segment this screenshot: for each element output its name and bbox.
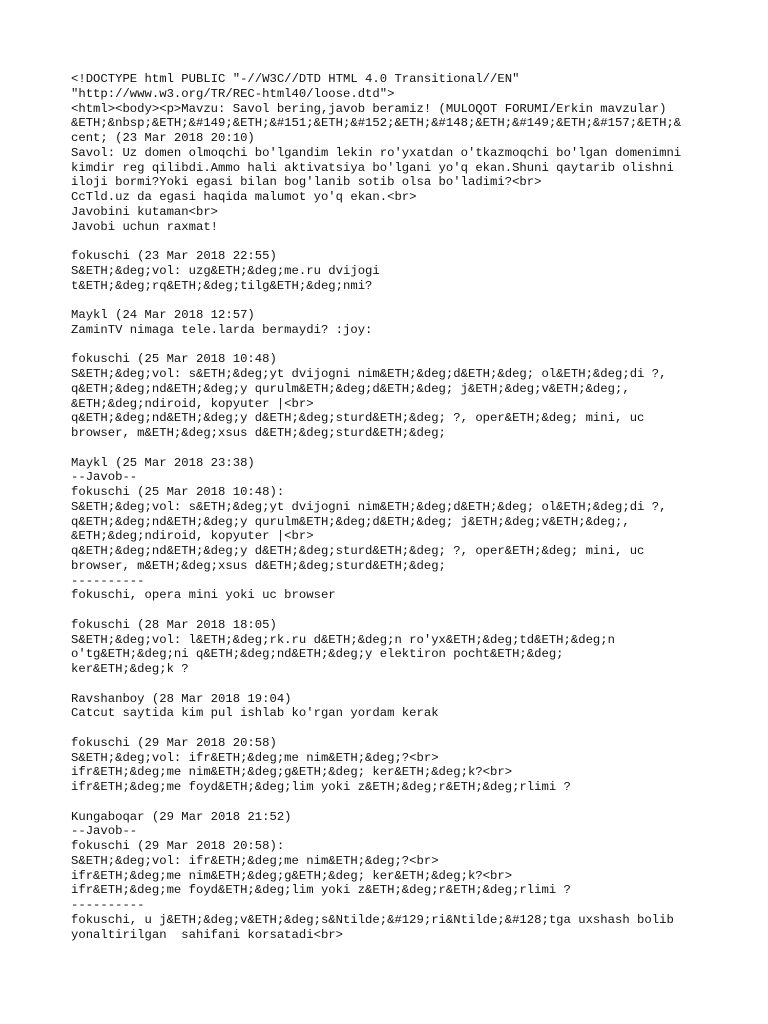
text-line: ZaminTV nimaga tele.larda bermaydi? :joy:	[71, 322, 373, 337]
text-line: ifr&ETH;&deg;me foyd&ETH;&deg;lim yoki z&ETH;&deg;r&ETH;&deg;rlimi ?	[71, 883, 571, 898]
text-line: <html><body><p>Mavzu: Savol bering,javob beramiz! (MULOQOT FORUMI/Erkin mavzular)	[71, 101, 667, 116]
text-line: Javobi uchun raxmat!	[71, 219, 219, 234]
text-line: t&ETH;&deg;rq&ETH;&deg;tilg&ETH;&deg;nmi?	[71, 278, 373, 293]
text-line	[71, 441, 751, 456]
text-line: kimdir reg qilibdi.Ammo hali aktivatsiya bo'lgani yo'q ekan.Shuni qaytarib olishni	[71, 160, 674, 175]
text-line: Savol: Uz domen olmoqchi bo'lgandim lekin ro'yxatdan o'tkazmoqchi bo'lgan domenimni	[71, 145, 682, 160]
document-text	[71, 72, 751, 942]
text-line: ker&ETH;&deg;k ?	[71, 662, 189, 676]
text-line: fokuschi, u j&ETH;&deg;v&ETH;&deg;s&Ntilde;&#129;ri&Ntilde;&#128;tga uxshash bolib	[71, 912, 674, 927]
text-line: S&ETH;&deg;vol: s&ETH;&deg;yt dvijogni nim&ETH;&deg;d&ETH;&deg; ol&ETH;&deg;di ?,	[71, 367, 667, 381]
text-line: fokuschi (28 Mar 2018 18:05)	[71, 617, 277, 632]
text-line: CcTld.uz da egasi haqida malumot yo'q ekan.<br>	[71, 190, 417, 204]
document-page	[71, 72, 751, 942]
text-line: iloji bormi?Yoki egasi bilan bog'lanib sotib olsa bo'ladimi?<br>	[71, 175, 542, 190]
text-line: q&ETH;&deg;nd&ETH;&deg;y d&ETH;&deg;sturd&ETH;&deg; ?, oper&ETH;&deg; mini, uc	[71, 544, 645, 558]
text-line: ifr&ETH;&deg;me nim&ETH;&deg;g&ETH;&deg; ker&ETH;&deg;k?<br>	[71, 868, 513, 883]
text-line: cent; (23 Mar 2018 20:10)	[71, 131, 255, 145]
text-line	[71, 293, 751, 308]
text-line: ----------	[71, 898, 145, 912]
text-line: fokuschi, opera mini yoki uc browser	[71, 588, 336, 603]
text-line	[71, 603, 751, 618]
text-line: S&ETH;&deg;vol: ifr&ETH;&deg;me nim&ETH;&deg;?<br>	[71, 853, 439, 868]
text-line: S&ETH;&deg;vol: s&ETH;&deg;yt dvijogni nim&ETH;&deg;d&ETH;&deg; ol&ETH;&deg;di ?,	[71, 499, 667, 514]
text-line	[71, 721, 751, 736]
text-line: fokuschi (25 Mar 2018 10:48):	[71, 485, 285, 499]
text-line: Maykl (24 Mar 2018 12:57)	[71, 308, 255, 322]
text-line: browser, m&ETH;&deg;xsus d&ETH;&deg;sturd&ETH;&deg;	[71, 558, 446, 573]
text-line	[71, 677, 751, 692]
text-line: fokuschi (29 Mar 2018 20:58)	[71, 735, 277, 750]
text-line: <!DOCTYPE html PUBLIC "-//W3C//DTD HTML 4.0 Transitional//EN"	[71, 72, 520, 86]
text-line: S&ETH;&deg;vol: uzg&ETH;&deg;me.ru dvijogi	[71, 263, 380, 278]
text-line: ifr&ETH;&deg;me foyd&ETH;&deg;lim yoki z&ETH;&deg;r&ETH;&deg;rlimi ?	[71, 780, 571, 794]
text-line: fokuschi (29 Mar 2018 20:58):	[71, 839, 285, 853]
text-line: q&ETH;&deg;nd&ETH;&deg;y d&ETH;&deg;sturd&ETH;&deg; ?, oper&ETH;&deg; mini, uc	[71, 411, 645, 426]
text-line: Catcut saytida kim pul ishlab ko'rgan yordam kerak	[71, 706, 439, 721]
text-line: Maykl (25 Mar 2018 23:38)	[71, 455, 255, 470]
text-line: q&ETH;&deg;nd&ETH;&deg;y qurulm&ETH;&deg;d&ETH;&deg; j&ETH;&deg;v&ETH;&deg;,	[71, 381, 630, 396]
text-line: Javobini kutaman<br>	[71, 204, 219, 219]
text-line: &ETH;&nbsp;&ETH;&#149;&ETH;&#151;&ETH;&#152;&ETH;&#148;&ETH;&#149;&ETH;&#157;&ETH;&	[71, 116, 682, 131]
text-line: ifr&ETH;&deg;me nim&ETH;&deg;g&ETH;&deg; ker&ETH;&deg;k?<br>	[71, 765, 513, 780]
text-line: q&ETH;&deg;nd&ETH;&deg;y qurulm&ETH;&deg;d&ETH;&deg; j&ETH;&deg;v&ETH;&deg;,	[71, 514, 630, 529]
text-line: Kungaboqar (29 Mar 2018 21:52)	[71, 809, 292, 824]
text-line: Ravshanboy (28 Mar 2018 19:04)	[71, 691, 292, 706]
text-line: --Javob--	[71, 470, 138, 485]
text-line: ----------	[71, 573, 145, 588]
text-line: fokuschi (23 Mar 2018 22:55)	[71, 249, 277, 263]
text-line: yonaltirilgan sahifani korsatadi<br>	[71, 927, 343, 942]
text-line: &ETH;&deg;ndiroid, kopyuter |<br>	[71, 396, 314, 411]
text-line: browser, m&ETH;&deg;xsus d&ETH;&deg;sturd&ETH;&deg;	[71, 426, 446, 440]
text-line: S&ETH;&deg;vol: l&ETH;&deg;rk.ru d&ETH;&deg;n ro'yx&ETH;&deg;td&ETH;&deg;n	[71, 632, 615, 647]
text-line	[71, 234, 751, 249]
text-line	[71, 795, 751, 810]
text-line: S&ETH;&deg;vol: ifr&ETH;&deg;me nim&ETH;&deg;?<br>	[71, 750, 439, 765]
text-line: --Javob--	[71, 824, 138, 839]
text-line: &ETH;&deg;ndiroid, kopyuter |<br>	[71, 529, 314, 544]
text-line: fokuschi (25 Mar 2018 10:48)	[71, 352, 277, 367]
text-line: "http://www.w3.org/TR/REC-html40/loose.dtd">	[71, 86, 395, 101]
text-line: o'tg&ETH;&deg;ni q&ETH;&deg;nd&ETH;&deg;y elektiron pocht&ETH;&deg;	[71, 647, 564, 662]
text-line	[71, 338, 751, 353]
